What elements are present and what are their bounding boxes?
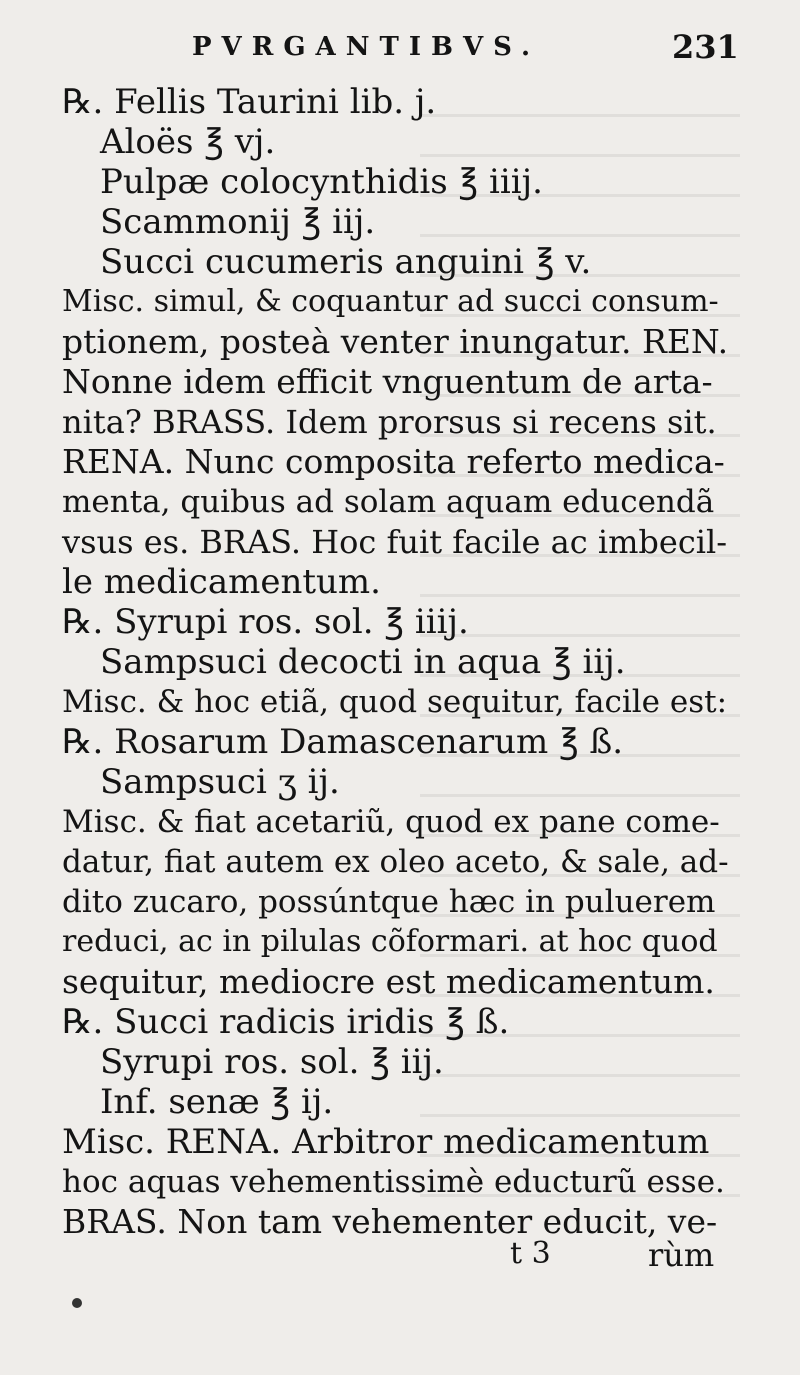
text-line: Inf. senæ ℥ ij. [100,1082,334,1122]
text-line: vsus es. BRAS. Hoc fuit facile ac imbecil- [62,523,728,561]
text-line: ℞. Fellis Taurini lib. j. [62,82,437,122]
text-line: Scammonij ℥ iij. [100,202,376,242]
text-line: Pulpæ colocynthidis ℥ iiij. [100,162,543,202]
text-line: nita? BRASS. Idem prorsus si recens sit. [62,403,717,441]
signature-mark: t 3 [510,1236,551,1271]
text-line: reduci, ac in pilulas cõformari. at hoc quod [62,924,718,959]
text-line: Misc. & hoc etiã, quod sequitur, facile est: [62,684,728,720]
text-line: sequitur, mediocre est medicamentum. [62,962,715,1001]
text-line: Syrupi ros. sol. ℥ iij. [100,1042,444,1082]
text-line: Aloës ℥ vj. [100,122,276,162]
running-head: PVRGANTIBVS. [192,32,541,62]
text-line: Sampsuci decocti in aqua ℥ iij. [100,642,626,682]
text-line: Misc. simul, & coquantur ad succi consum- [62,284,719,319]
text-line: ptionem, posteà venter inungatur. REN. [62,322,729,361]
text-line: ℞. Succi radicis iridis ℥ ß. [62,1002,510,1042]
text-line: Sampsuci ʒ ij. [100,762,340,802]
page-number: 231 [672,28,739,66]
text-line: hoc aquas vehementissimè educturũ esse. [62,1164,725,1200]
catchword: rùm [648,1236,715,1274]
text-line: Misc. & fiat acetariũ, quod ex pane come- [62,804,720,840]
text-line: Nonne idem efficit vnguentum de arta- [62,362,713,401]
text-line: ℞. Rosarum Damascenarum ℥ ß. [62,722,624,762]
page-header [0,28,800,78]
text-line: dito zucaro, possúntque hæc in puluerem [62,884,716,920]
text-line: datur, fiat autem ex oleo aceto, & sale, ad- [62,844,729,880]
text-line: BRAS. Non tam vehementer educit, ve- [62,1202,718,1241]
text-line: le medicamentum. [62,562,381,602]
text-line: ℞. Syrupi ros. sol. ℥ iiij. [62,602,469,642]
text-line: Succi cucumeris anguini ℥ v. [100,242,592,282]
text-line: Misc. RENA. Arbitror medicamentum [62,1122,710,1162]
text-line: RENA. Nunc composita referto medica- [62,442,725,481]
page-footer [0,1236,800,1284]
text-line: menta, quibus ad solam aquam educendã [62,484,715,520]
ink-speck [72,1298,82,1308]
